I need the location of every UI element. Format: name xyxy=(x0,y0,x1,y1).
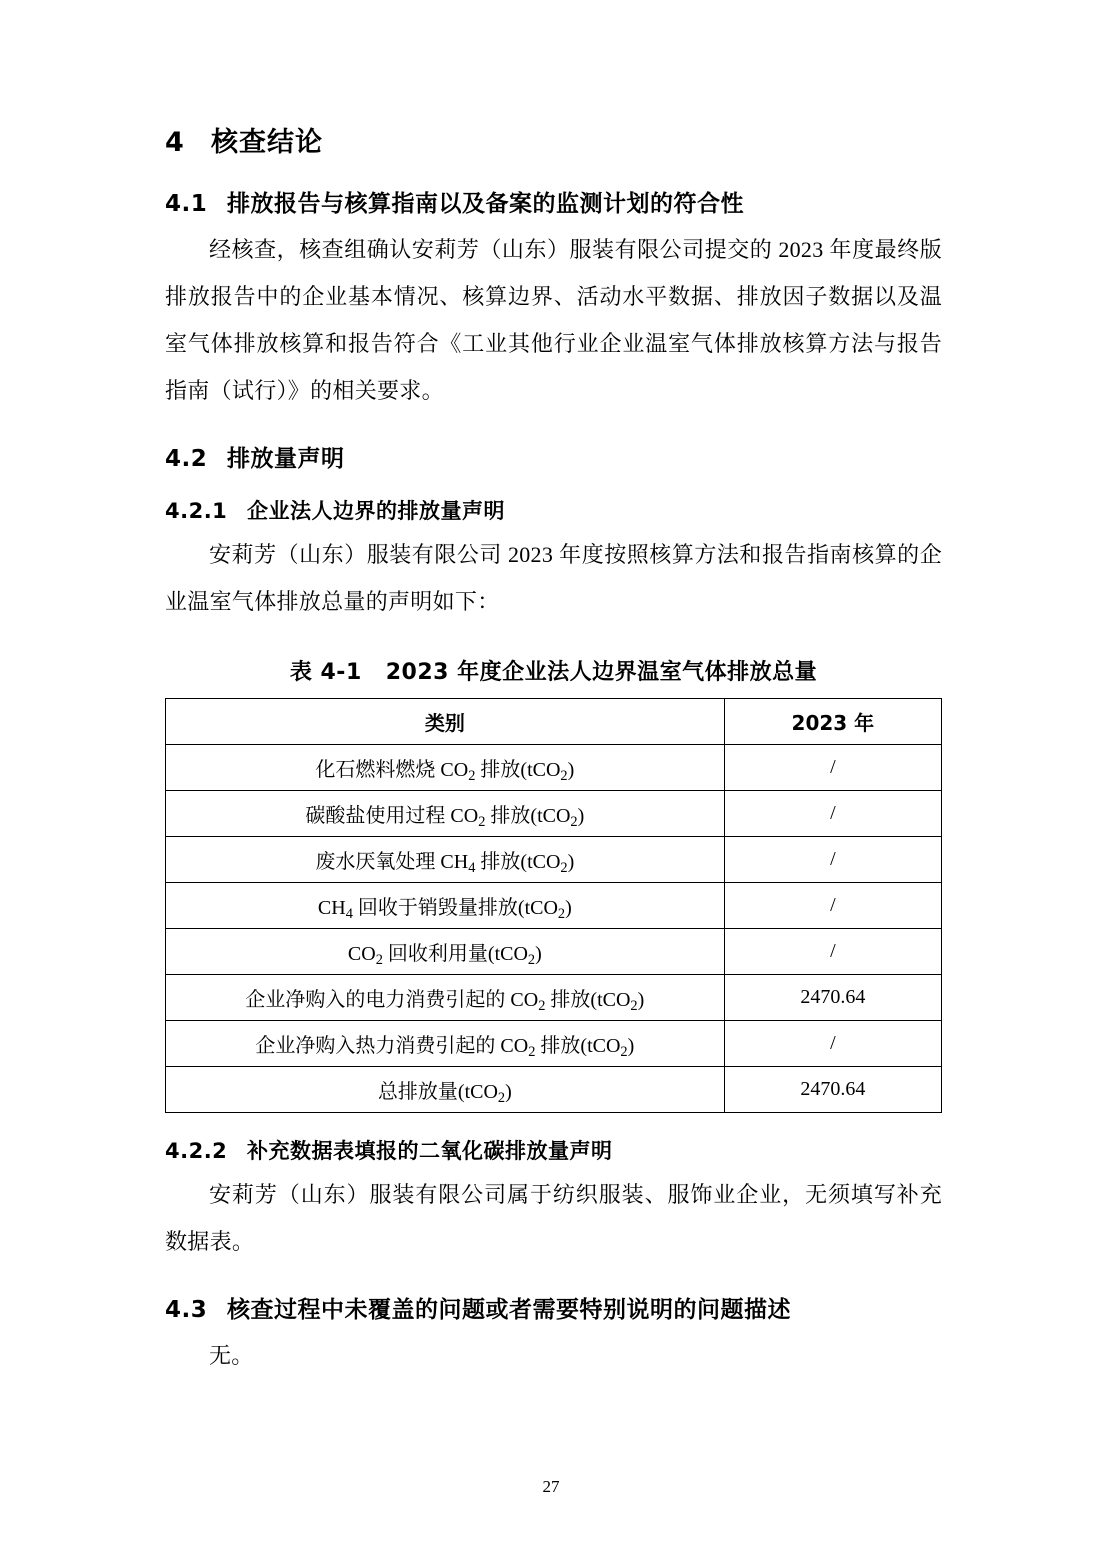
heading-section-4-3-title: 核查过程中未覆盖的问题或者需要特别说明的问题描述 xyxy=(227,1297,791,1323)
page-number: 27 xyxy=(542,1477,560,1496)
table-caption xyxy=(165,655,942,686)
table-cell-category: 企业净购入的电力消费引起的 $CO_2$ 排放(tCO$_2$) xyxy=(166,975,725,1021)
heading-section-4-3-number: 4.3 xyxy=(165,1297,208,1323)
table-caption-title: 2023 年度企业法人边界温室气体排放总量 xyxy=(385,660,818,685)
table-cell-category: $CH_4$ 回收于销毁量排放(tCO$_2$) xyxy=(166,883,725,929)
table-cell-category: 总排放量(tCO$_2$) xyxy=(166,1067,725,1113)
heading-section-4-1 xyxy=(165,185,942,218)
table-row xyxy=(166,929,942,975)
heading-section-4 xyxy=(165,120,942,159)
heading-section-4-2-number: 4.2 xyxy=(165,446,208,472)
heading-section-4-2-title: 排放量声明 xyxy=(227,446,345,472)
table-cell-category: 碳酸盐使用过程 $CO_2$ 排放(tCO$_2$) xyxy=(166,791,725,837)
heading-section-4-number: 4 xyxy=(165,127,185,158)
heading-section-4-2 xyxy=(165,440,942,473)
emissions-table xyxy=(165,698,942,1113)
paragraph-4-1: 经核查，核查组确认安莉芳（山东）服装有限公司提交的 2023 年度最终版排放报告中的企业基本情况、核算边界、活动水平数据、排放因子数据以及温室气体排放核算和报告符合《工业其他行业企业温室气体排放核算方法与报告指南（试行）》的相关要求。 xyxy=(165,237,942,403)
heading-section-4-2-1 xyxy=(165,495,942,525)
table-cell-value: 2470.64 xyxy=(724,1067,941,1113)
heading-section-4-2-1-title: 企业法人边界的排放量声明 xyxy=(247,499,505,523)
heading-section-4-1-title: 排放报告与核算指南以及备案的监测计划的符合性 xyxy=(227,191,744,217)
table-row xyxy=(166,1067,942,1113)
table-cell-value: / xyxy=(724,929,941,975)
table-row xyxy=(166,975,942,1021)
heading-section-4-title: 核查结论 xyxy=(211,127,323,158)
heading-section-4-1-number: 4.1 xyxy=(165,191,208,217)
table-header-year: 2023 年 xyxy=(724,699,941,745)
paragraph-4-2-2: 安莉芳（山东）服装有限公司属于纺织服装、服饰业企业，无须填写补充数据表。 xyxy=(165,1182,942,1254)
table-row xyxy=(166,745,942,791)
table-cell-value: / xyxy=(724,1021,941,1067)
table-row xyxy=(166,883,942,929)
paragraph-4-3: 无。 xyxy=(209,1343,254,1368)
table-row xyxy=(166,1021,942,1067)
table-cell-value: 2470.64 xyxy=(724,975,941,1021)
heading-section-4-2-2 xyxy=(165,1135,942,1165)
table-header-category: 类别 xyxy=(166,699,725,745)
paragraph-4-2-1: 安莉芳（山东）服装有限公司 2023 年度按照核算方法和报告指南核算的企业温室气体排放总量的声明如下： xyxy=(165,542,942,614)
table-cell-category: 化石燃料燃烧 $CO_2$ 排放(tCO$_2$) xyxy=(166,745,725,791)
heading-section-4-2-1-number: 4.2.1 xyxy=(165,499,228,523)
table-header-row xyxy=(166,699,942,745)
table-cell-value: / xyxy=(724,745,941,791)
table-row xyxy=(166,791,942,837)
table-cell-value: / xyxy=(724,791,941,837)
table-cell-value: / xyxy=(724,837,941,883)
heading-section-4-3 xyxy=(165,1291,942,1324)
table-cell-category: 废水厌氧处理 $CH_4$ 排放(tCO$_2$) xyxy=(166,837,725,883)
heading-section-4-2-2-number: 4.2.2 xyxy=(165,1139,228,1163)
table-cell-category: $CO_2$ 回收利用量(tCO$_2$) xyxy=(166,929,725,975)
heading-section-4-2-2-title: 补充数据表填报的二氧化碳排放量声明 xyxy=(247,1139,613,1163)
table-cell-value: / xyxy=(724,883,941,929)
table-cell-category: 企业净购入热力消费引起的 $CO_2$ 排放(tCO$_2$) xyxy=(166,1021,725,1067)
table-caption-label: 表 4-1 xyxy=(289,660,362,685)
table-row xyxy=(166,837,942,883)
